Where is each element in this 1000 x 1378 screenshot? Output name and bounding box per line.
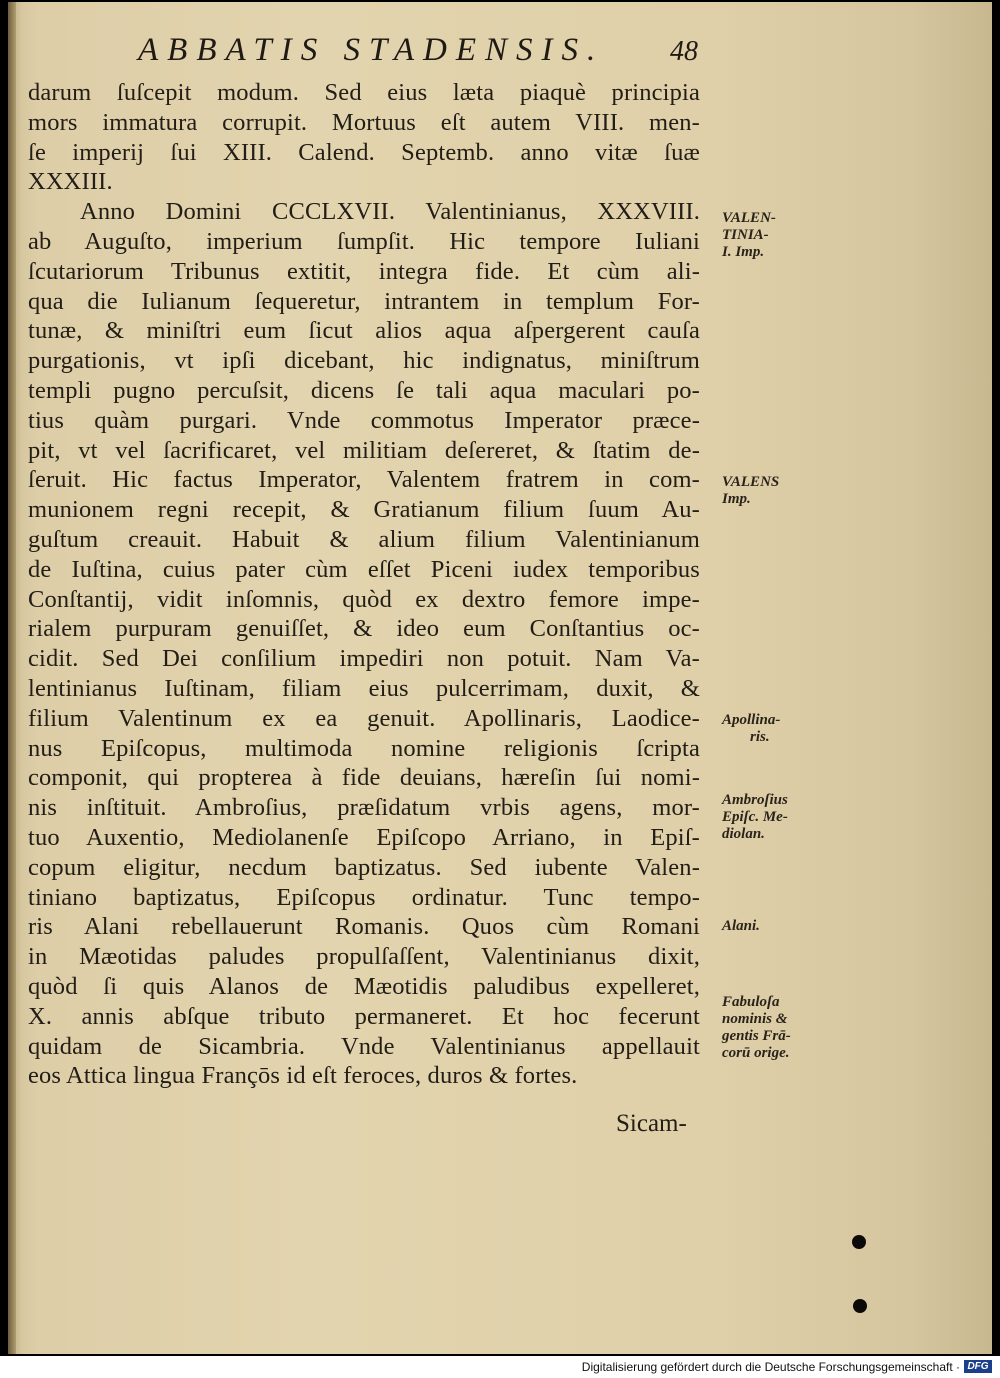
text-line: X. annis abſque tributo permaneret. Et hoc fecerunt xyxy=(28,1002,700,1030)
text-line: XXXIII. xyxy=(28,168,113,196)
text-line: copum eligitur, necdum baptizatus. Sed iubente Valen- xyxy=(28,853,700,881)
margin-note-apollinaris: Apollina- ris. xyxy=(722,712,781,745)
ink-spot xyxy=(853,1299,867,1313)
margin-note-fabulosa: Fabuloſa nominis & gentis Frā- corū orige. xyxy=(722,994,791,1061)
margin-note-alani: Alani. xyxy=(722,918,760,934)
text-line: rialem purpuram genuiſſet, & ideo eum Conſtantius oc- xyxy=(28,615,700,643)
margin-note-valentinianus: VALEN- TINIA- I. Imp. xyxy=(722,210,776,260)
text-line: ſeruit. Hic factus Imperator, Valentem fratrem in com- xyxy=(28,466,700,494)
text-line: ab Auguſto, imperium ſumpſit. Hic tempore Iuliani xyxy=(28,227,700,255)
text-line: lentinianus Iuſtinam, filiam eius pulcerrimam, duxit, & xyxy=(28,674,700,702)
text-line: nus Epiſcopus, multimoda nomine religionis ſcripta xyxy=(28,734,700,762)
text-line: munionem regni recepit, & Gratianum filium ſuum Au- xyxy=(28,496,700,524)
funding-credit: Digitalisierung gefördert durch die Deutsche Forschungsgemeinschaft · xyxy=(581,1360,960,1374)
running-title: ABBATIS STADENSIS. xyxy=(138,32,605,68)
margin-note-valens: VALENS Imp. xyxy=(722,474,780,507)
text-line: ſcutariorum Tribunus extitit, integra fide. Et cùm ali- xyxy=(28,257,700,285)
text-line: guſtum creauit. Habuit & alium filium Valentinianum xyxy=(28,525,700,553)
text-line: ſe imperij ſui XIII. Calend. Septemb. anno vitæ ſuæ xyxy=(28,138,700,166)
text-line: nis inſtituit. Ambroſius, præſidatum vrbis agens, mor- xyxy=(28,794,700,822)
catchword: Sicam- xyxy=(616,1110,687,1137)
text-line: quidam de Sicambria. Vnde Valentinianus appellauit xyxy=(28,1032,700,1060)
text-line: componit, qui propterea à fide deuians, hæreſin ſui nomi- xyxy=(28,764,700,792)
text-line: tiniano baptizatus, Epiſcopus ordinatur. Tunc tempo- xyxy=(28,883,700,911)
text-line: filium Valentinum ex ea genuit. Apollinaris, Laodice- xyxy=(28,704,700,732)
text-line: pit, vt vel ſacrificaret, vel militiam deſereret, & ſtatim de- xyxy=(28,436,700,464)
text-line: de Iuſtina, cuius pater cùm eſſet Piceni iudex temporibus xyxy=(28,555,700,583)
text-line: qua die Iulianum ſequeretur, intrantem in templum For- xyxy=(28,287,700,315)
ink-spot xyxy=(852,1235,866,1249)
text-line: purgationis, vt ipſi dicebant, hic indignatus, miniſtrum xyxy=(28,347,700,375)
text-line: Anno Domini CCCLXVII. Valentinianus, XXXVIII. xyxy=(80,198,700,226)
text-line: quòd ſi quis Alanos de Mæotidis paludibus expelleret, xyxy=(28,972,700,1000)
book-page xyxy=(8,2,992,1354)
text-line: templi pugno percuſsit, dicens ſe tali aqua maculari po- xyxy=(28,376,700,404)
text-line: mors immatura corrupit. Mortuus eſt autem VIII. men- xyxy=(28,108,700,136)
text-line: cidit. Sed Dei conſilium impediri non potuit. Nam Va- xyxy=(28,645,700,673)
text-line: tius quàm purgari. Vnde commotus Imperator præce- xyxy=(28,406,700,434)
text-line: in Mæotidas paludes propulſaſſent, Valentinianus dixit, xyxy=(28,943,700,971)
footer-bar xyxy=(0,1356,1000,1378)
body-text xyxy=(28,78,791,1091)
text-line: tunæ, & miniſtri eum ſicut alios aqua aſpergerent cauſa xyxy=(28,317,700,345)
dfg-logo-icon: DFG xyxy=(964,1360,992,1373)
text-line: Conſtantij, vidit inſomnis, quòd ex dextro femore impe- xyxy=(28,585,700,613)
text-line: darum ſuſcepit modum. Sed eius læta piaquè principia xyxy=(28,79,700,106)
text-line: ris Alani rebellauerunt Romanis. Quos cùm Romani xyxy=(28,913,700,941)
page-number: 48 xyxy=(670,36,698,67)
running-head xyxy=(138,32,698,76)
text-line: tuo Auxentio, Mediolanenſe Epiſcopo Arriano, in Epiſ- xyxy=(28,823,700,851)
text-line: eos Attica lingua Françōs id eſt feroces, duros & fortes. xyxy=(28,1062,578,1090)
margin-note-ambrosius: Ambroſius Epiſc. Me- diolan. xyxy=(722,792,788,842)
